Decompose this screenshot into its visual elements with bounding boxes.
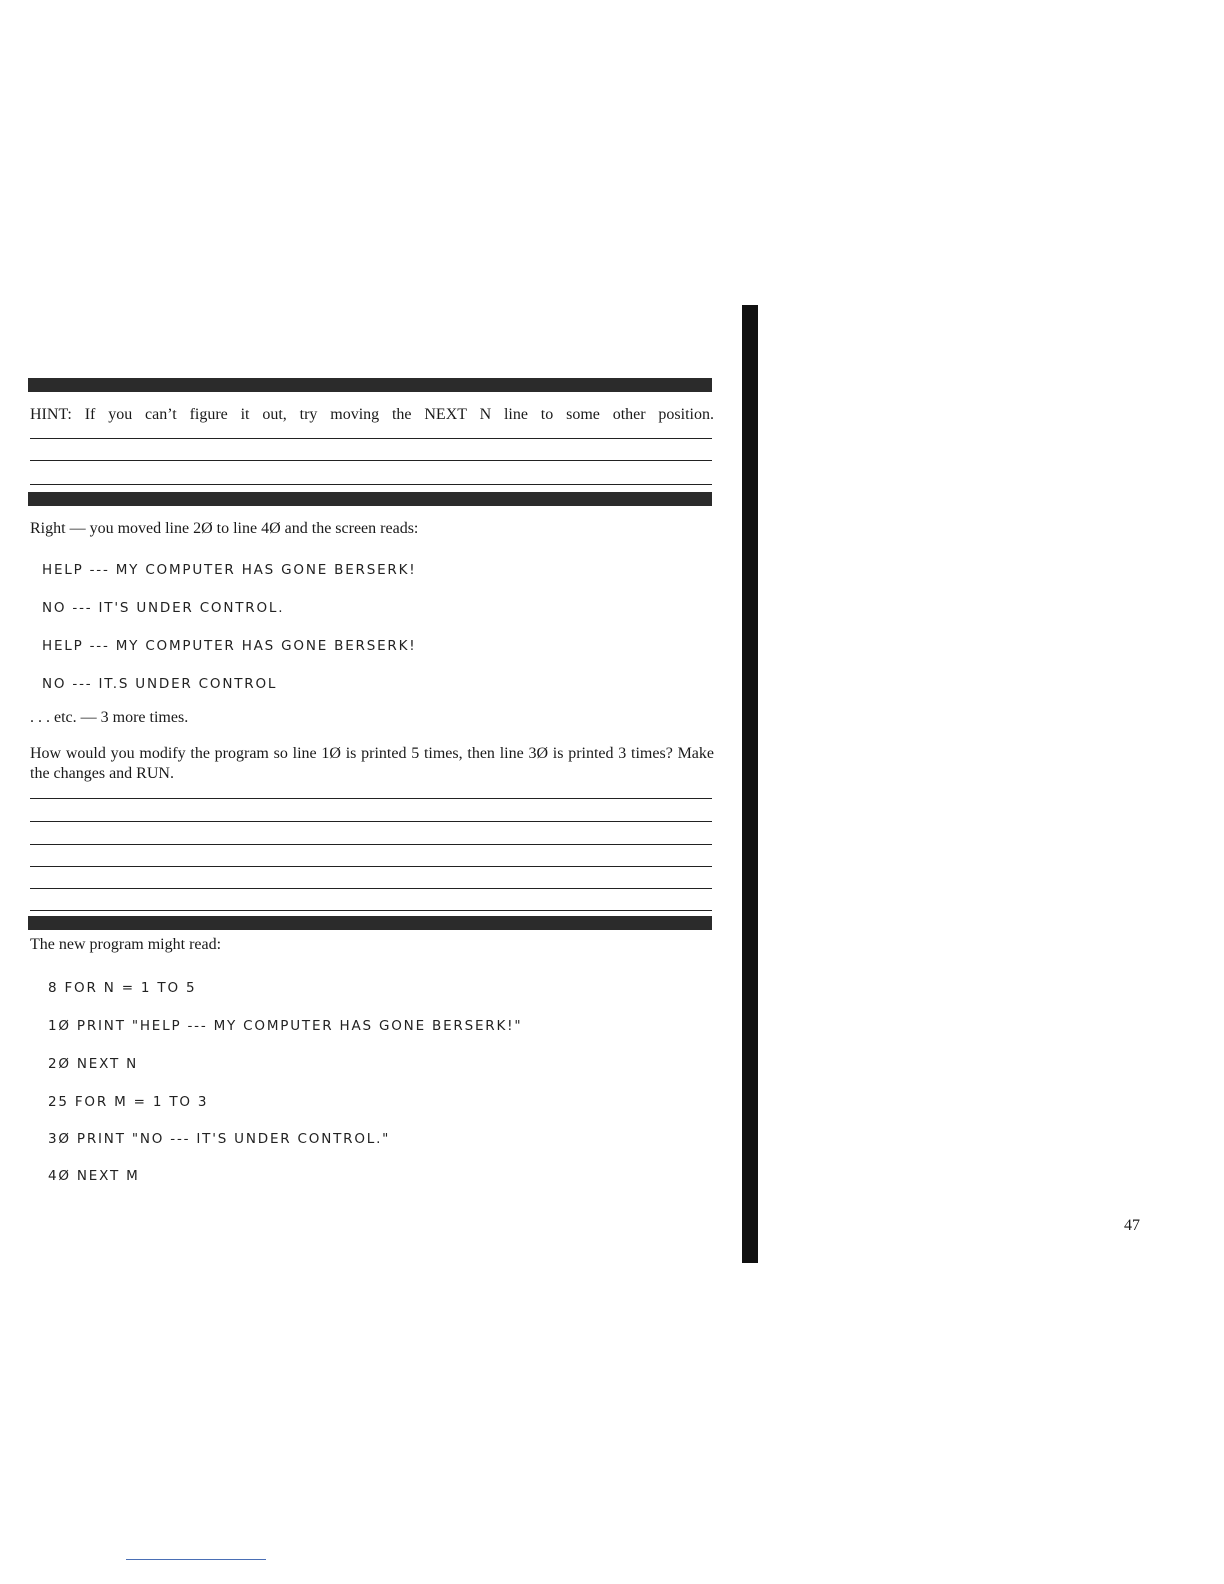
screen-output-line: NO --- IT'S UNDER CONTROL. [42,600,285,616]
program-line: 8 FOR N = 1 TO 5 [48,980,197,996]
answer-line [30,910,712,911]
answer-line [30,798,712,799]
answer-line [30,866,712,867]
answer-line [30,460,712,461]
answer-line [30,438,712,439]
hint-text: HINT: If you can’t figure it out, try moving the NEXT N line to some other position. [30,406,714,423]
section-divider-bottom [28,916,712,930]
page-number: 47 [1124,1217,1140,1234]
section-divider-middle [28,492,712,506]
answer-line [30,888,712,889]
screen-output-line: NO --- IT.S UNDER CONTROL [42,676,278,692]
screen-output-line: HELP --- MY COMPUTER HAS GONE BERSERK! [42,562,417,578]
program-line: 3Ø PRINT "NO --- IT'S UNDER CONTROL." [48,1131,391,1147]
new-program-intro: The new program might read: [30,936,222,953]
answer-intro-text: Right — you moved line 2Ø to line 4Ø and the screen reads: [30,520,419,537]
answer-line [30,821,712,822]
answer-line [30,844,712,845]
etc-note: . . . etc. — 3 more times. [30,709,189,726]
program-line: 2Ø NEXT N [48,1056,138,1072]
question-text: How would you modify the program so line 1Ø is printed 5 times, then line 3Ø is printed 3 times? Make the changes and RUN. [30,745,714,782]
program-line: 25 FOR M = 1 TO 3 [48,1094,209,1110]
answer-line [30,484,712,485]
page-edge-bar [742,305,758,1263]
program-line: 4Ø NEXT M [48,1168,140,1184]
program-line: 1Ø PRINT "HELP --- MY COMPUTER HAS GONE BERSERK!" [48,1018,523,1034]
screen-output-line: HELP --- MY COMPUTER HAS GONE BERSERK! [42,638,417,654]
section-divider-top [28,378,712,392]
footnote-rule [126,1559,266,1560]
